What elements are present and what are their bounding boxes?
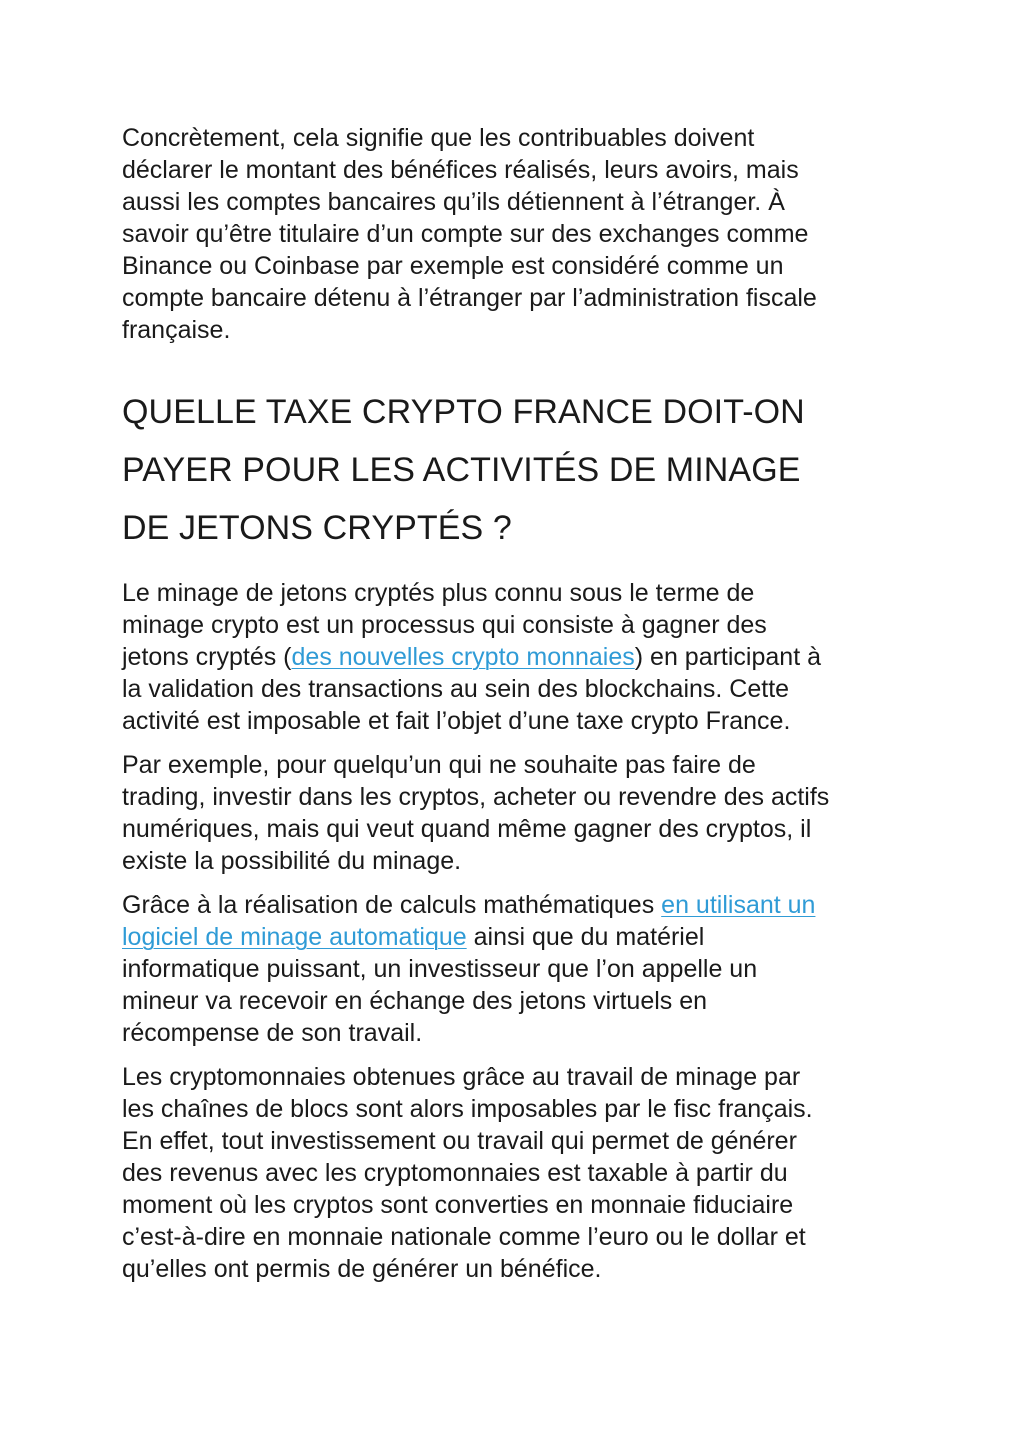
text-line: c’est-à-dire en monnaie nationale comme l’euro ou le dollar et xyxy=(122,1223,806,1251)
section-heading xyxy=(122,383,912,557)
text-line: mineur va recevoir en échange des jetons virtuels en xyxy=(122,987,708,1015)
text-line: savoir qu’être titulaire d’un compte sur des exchanges comme xyxy=(122,220,809,248)
text-segment: ) en participant à xyxy=(634,643,821,671)
document-page xyxy=(122,122,912,1285)
text-segment: ainsi que du matériel xyxy=(466,923,705,951)
text-line: compte bancaire détenu à l’étranger par l’administration fiscale xyxy=(122,284,817,312)
text-line: trading, investir dans les cryptos, acheter ou revendre des actifs xyxy=(122,783,830,811)
heading-line: QUELLE TAXE CRYPTO FRANCE DOIT-ON xyxy=(122,393,805,431)
text-line: En effet, tout investissement ou travail qui permet de générer xyxy=(122,1127,797,1155)
text-line xyxy=(122,921,912,953)
text-line: déclarer le montant des bénéfices réalisés, leurs avoirs, mais xyxy=(122,156,799,184)
text-line: des revenus avec les cryptomonnaies est taxable à partir du xyxy=(122,1159,788,1187)
text-line: Le minage de jetons cryptés plus connu sous le terme de xyxy=(122,579,755,607)
text-segment: jetons cryptés ( xyxy=(122,643,292,671)
text-segment: Grâce à la réalisation de calculs mathématiques xyxy=(122,891,662,919)
text-line: existe la possibilité du minage. xyxy=(122,847,462,875)
text-line: numériques, mais qui veut quand même gagner des cryptos, il xyxy=(122,815,812,843)
text-line: Binance ou Coinbase par exemple est considéré comme un xyxy=(122,252,784,280)
text-line: activité est imposable et fait l’objet d’une taxe crypto France. xyxy=(122,707,791,735)
text-line: la validation des transactions au sein des blockchains. Cette xyxy=(122,675,790,703)
mining-definition-paragraph xyxy=(122,577,912,737)
heading-line: DE JETONS CRYPTÉS ? xyxy=(122,509,512,547)
text-line: Concrètement, cela signifie que les contribuables doivent xyxy=(122,124,755,152)
text-line: informatique puissant, un investisseur que l’on appelle un xyxy=(122,955,758,983)
mining-software-link-part-2[interactable]: logiciel de minage automatique xyxy=(122,923,467,951)
text-line: récompense de son travail. xyxy=(122,1019,423,1047)
text-line: Par exemple, pour quelqu’un qui ne souhaite pas faire de xyxy=(122,751,756,779)
text-line: française. xyxy=(122,316,231,344)
heading-line: PAYER POUR LES ACTIVITÉS DE MINAGE xyxy=(122,451,801,489)
text-line: les chaînes de blocs sont alors imposables par le fisc français. xyxy=(122,1095,813,1123)
text-line xyxy=(122,889,912,921)
text-line: moment où les cryptos sont converties en monnaie fiduciaire xyxy=(122,1191,794,1219)
mining-software-link-part-1[interactable]: en utilisant un xyxy=(661,891,816,919)
taxation-paragraph xyxy=(122,1061,912,1285)
text-line: minage crypto est un processus qui consiste à gagner des xyxy=(122,611,767,639)
text-line: aussi les comptes bancaires qu’ils détiennent à l’étranger. À xyxy=(122,188,785,216)
new-crypto-link[interactable]: des nouvelles crypto monnaies xyxy=(291,643,635,671)
text-line: Les cryptomonnaies obtenues grâce au travail de minage par xyxy=(122,1063,801,1091)
text-line: qu’elles ont permis de générer un bénéfice. xyxy=(122,1255,602,1283)
example-paragraph xyxy=(122,749,912,877)
text-line xyxy=(122,641,912,673)
mining-software-paragraph xyxy=(122,889,912,1049)
intro-paragraph xyxy=(122,122,912,346)
